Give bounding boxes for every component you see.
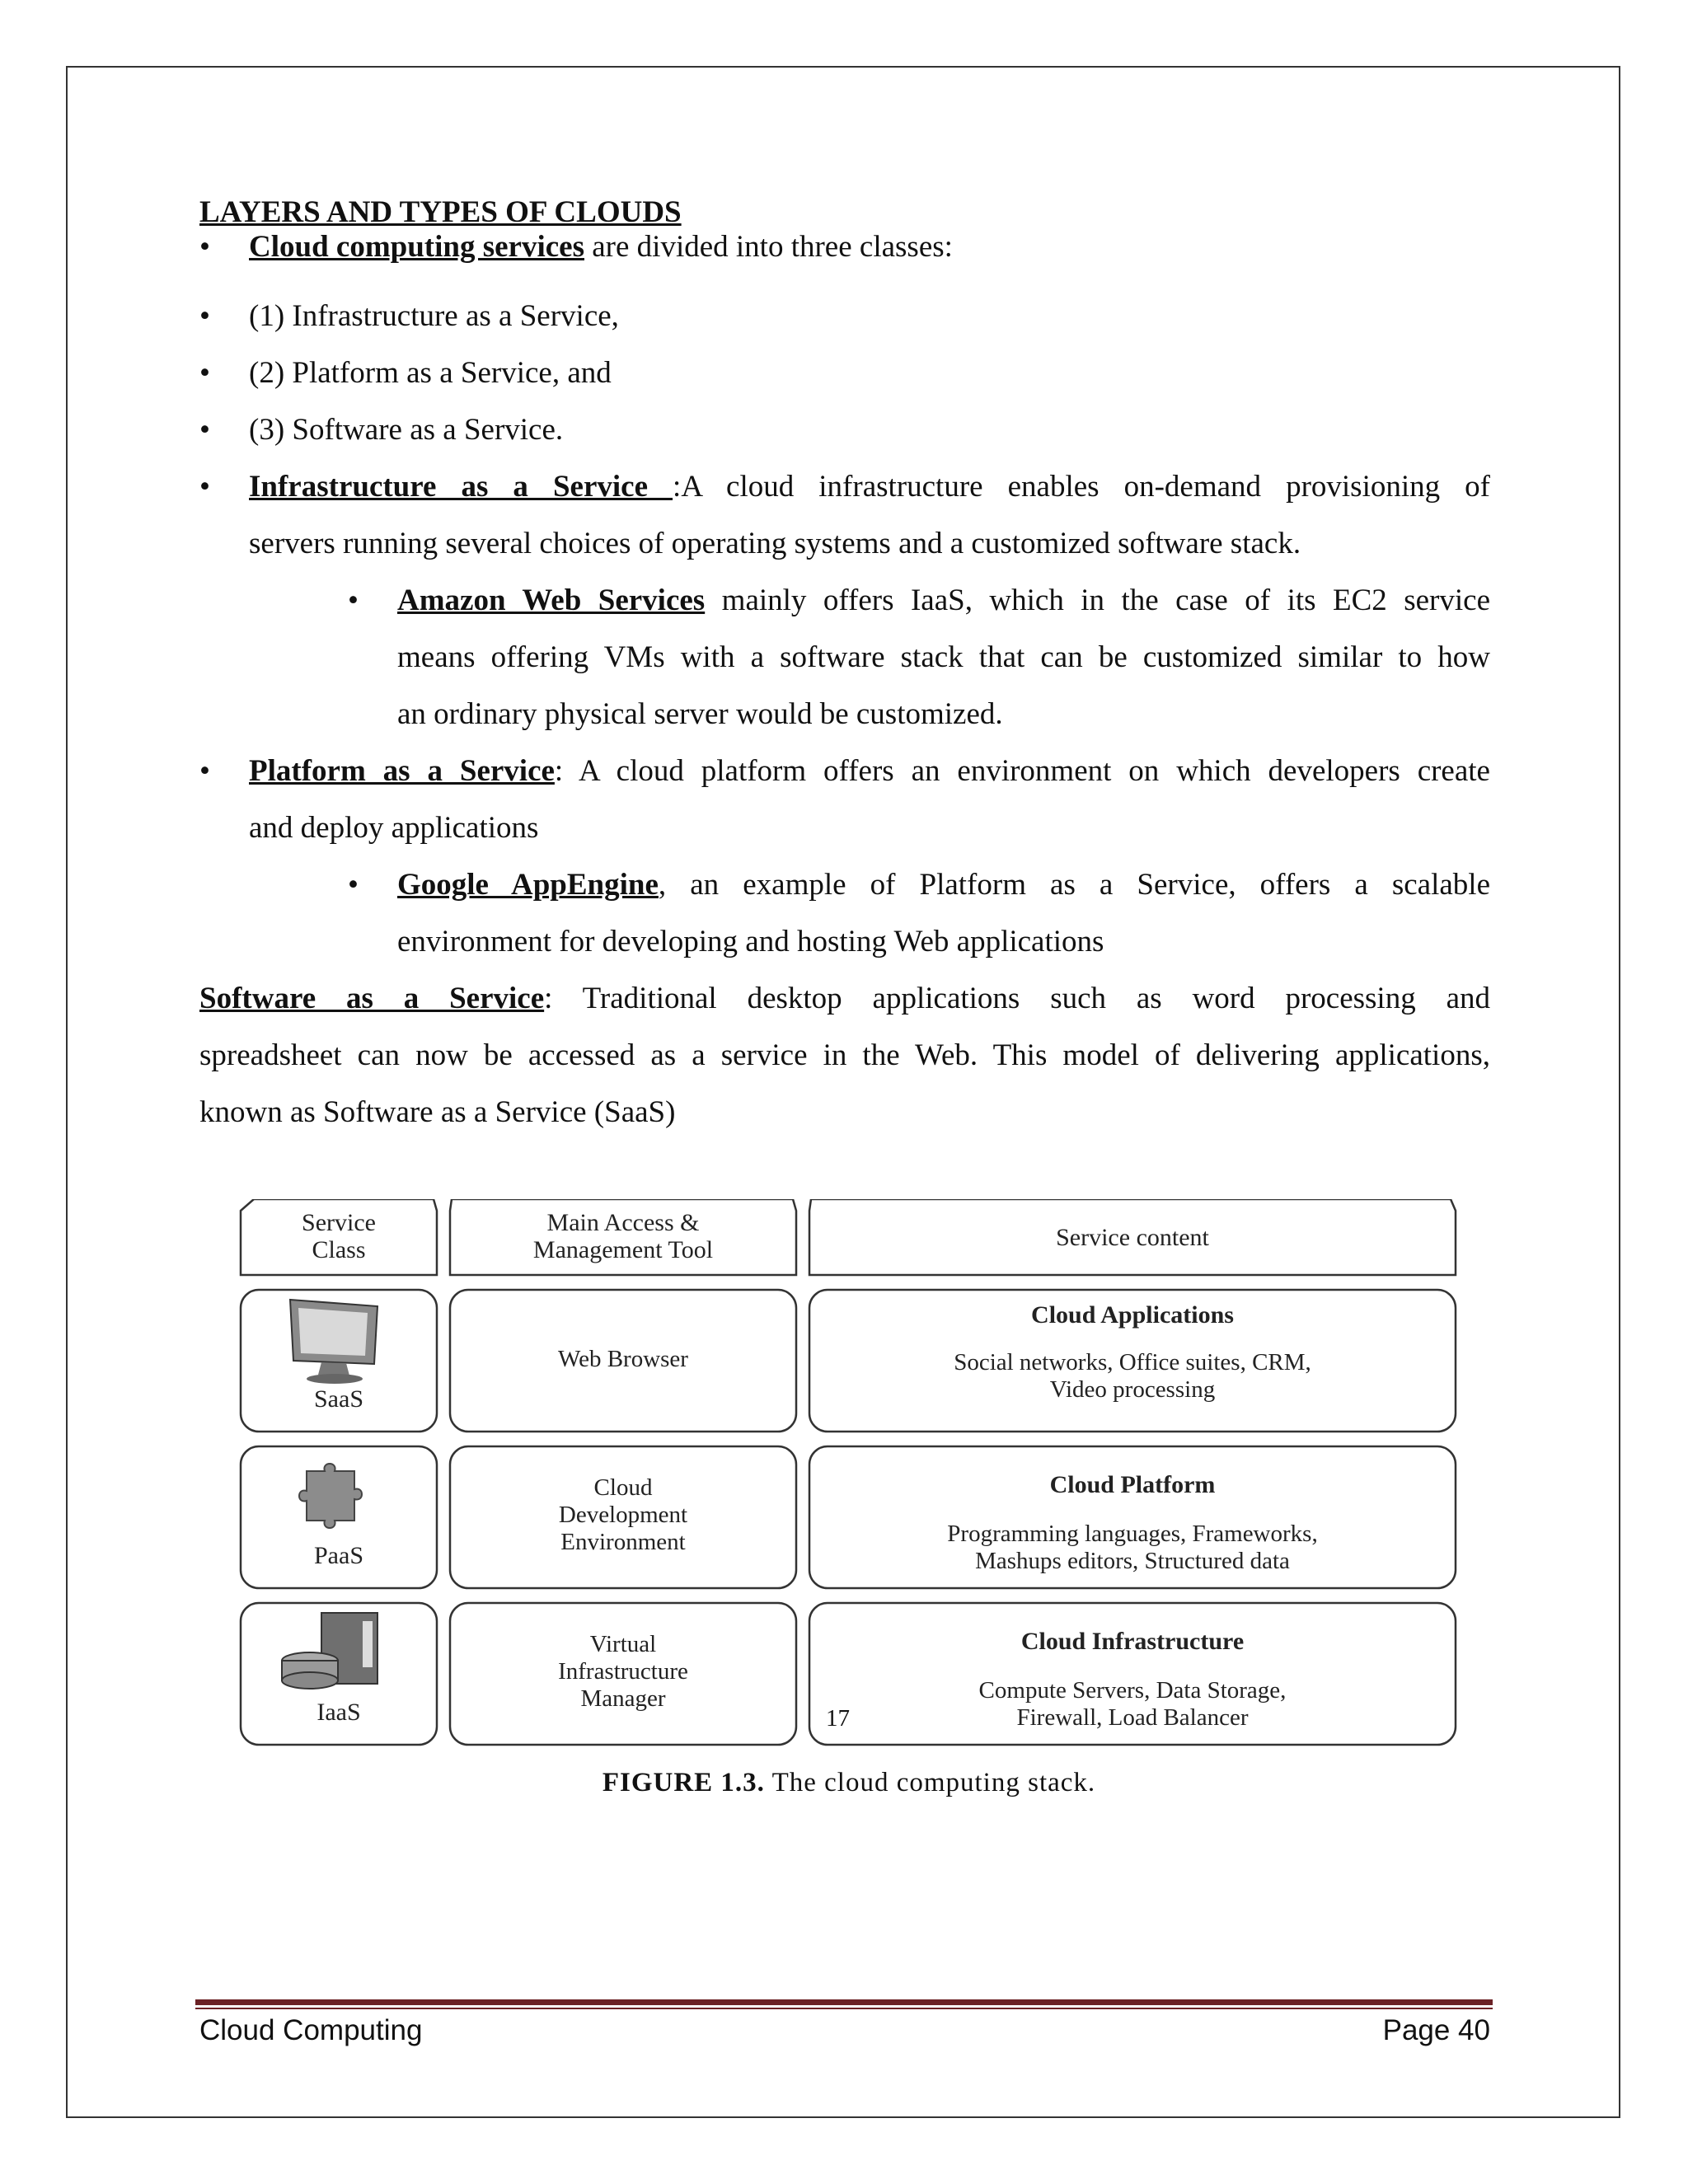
sub-bullet-aws bbox=[199, 572, 1490, 629]
bullet-text: (1) Infrastructure as a Service, bbox=[249, 299, 619, 333]
bullet-item bbox=[199, 344, 1490, 401]
term-saas: Software as a Service bbox=[199, 982, 545, 1015]
bullet-dot: • bbox=[199, 754, 210, 788]
footer-rule-thin bbox=[195, 2008, 1493, 2009]
bullet-continuation: means offering VMs with a software stack that can be customized similar to how bbox=[397, 640, 1490, 674]
bullet-item-paas bbox=[199, 743, 1490, 799]
paragraph-text: : Traditional desktop applications such as word processing and bbox=[544, 982, 1490, 1015]
figure-page-number: 17 bbox=[826, 1705, 850, 1732]
content-detail: Programming languages, Frameworks, Mashups editors, Structured data bbox=[947, 1521, 1318, 1574]
header-access-tool: Main Access & Management Tool bbox=[532, 1209, 714, 1263]
document-body bbox=[199, 196, 1490, 1141]
bullet-text: are divided into three classes: bbox=[584, 230, 953, 264]
caption-label: FIGURE 1.3. bbox=[602, 1768, 765, 1797]
bullet-text: : A cloud platform offers an environment on which developers create bbox=[554, 754, 1490, 788]
bullet-continuation: environment for developing and hosting Web applications bbox=[397, 925, 1104, 958]
content-detail: Social networks, Office suites, CRM, Video processing bbox=[954, 1349, 1311, 1403]
bullet-continuation: servers running several choices of operating systems and a customized software stack. bbox=[249, 527, 1301, 560]
term-aws: Amazon Web Services bbox=[397, 583, 706, 617]
bullet-dot: • bbox=[199, 299, 210, 333]
footer-page-number: Page 40 bbox=[1382, 2014, 1490, 2046]
bullet-dot: • bbox=[199, 413, 210, 447]
page-heading: LAYERS AND TYPES OF CLOUDS bbox=[199, 195, 682, 229]
bullet-item-iaas bbox=[199, 458, 1490, 515]
header-service-content: Service content bbox=[1056, 1224, 1209, 1251]
content-title: Cloud Infrastructure bbox=[1020, 1628, 1245, 1655]
bullet-continuation: an ordinary physical server would be customized. bbox=[397, 697, 1003, 731]
service-class-label: IaaS bbox=[316, 1699, 361, 1726]
content-detail: Compute Servers, Data Storage, Firewall, Load Balancer bbox=[978, 1677, 1287, 1731]
service-class-label: SaaS bbox=[314, 1385, 363, 1413]
footer-title: Cloud Computing bbox=[199, 2014, 423, 2046]
bullet-continuation: and deploy applications bbox=[249, 811, 539, 845]
bullet-text: :A cloud infrastructure enables on-demand provisioning of bbox=[673, 470, 1490, 504]
term-gae: Google AppEngine bbox=[397, 868, 659, 902]
bullet-text: (3) Software as a Service. bbox=[249, 413, 564, 447]
term-paas: Platform as a Service bbox=[249, 754, 555, 788]
access-tool-label: Web Browser bbox=[558, 1346, 688, 1372]
caption-text: The cloud computing stack. bbox=[764, 1768, 1096, 1797]
bullet-dot: • bbox=[348, 868, 359, 902]
bullet-item bbox=[199, 401, 1490, 458]
puzzle-icon bbox=[299, 1464, 362, 1528]
bullet-dot: • bbox=[199, 356, 210, 390]
bullet-text: (2) Platform as a Service, and bbox=[249, 356, 612, 390]
access-tool-label: Cloud Development Environment bbox=[558, 1474, 688, 1555]
bullet-item bbox=[199, 232, 1490, 262]
header-service-class: Service Class bbox=[302, 1209, 376, 1263]
bullet-text: , an example of Platform as a Service, offers a scalable bbox=[658, 868, 1490, 902]
bullet-text: mainly offers IaaS, which in the case of its EC2 service bbox=[705, 583, 1490, 617]
bullet-dot: • bbox=[199, 230, 210, 264]
term-iaas: Infrastructure as a Service bbox=[249, 470, 673, 504]
bullet-dot: • bbox=[199, 470, 210, 504]
paragraph-saas bbox=[199, 970, 1490, 1027]
content-title: Cloud Platform bbox=[1049, 1471, 1216, 1498]
cloud-stack-figure bbox=[239, 1199, 1459, 1809]
sub-bullet-gae bbox=[199, 856, 1490, 913]
access-tool-label: Virtual Infrastructure Manager bbox=[558, 1631, 688, 1712]
content-title: Cloud Applications bbox=[1031, 1301, 1234, 1329]
paragraph-line: known as Software as a Service (SaaS) bbox=[199, 1095, 676, 1129]
figure-caption bbox=[239, 1768, 1459, 1798]
bullet-item bbox=[199, 288, 1490, 344]
footer-rule bbox=[195, 1999, 1493, 2005]
service-class-label: PaaS bbox=[314, 1542, 363, 1569]
paragraph-line: spreadsheet can now be accessed as a service in the Web. This model of delivering applications, bbox=[199, 1038, 1490, 1072]
term: Cloud computing services bbox=[249, 230, 584, 264]
bullet-dot: • bbox=[348, 583, 359, 617]
